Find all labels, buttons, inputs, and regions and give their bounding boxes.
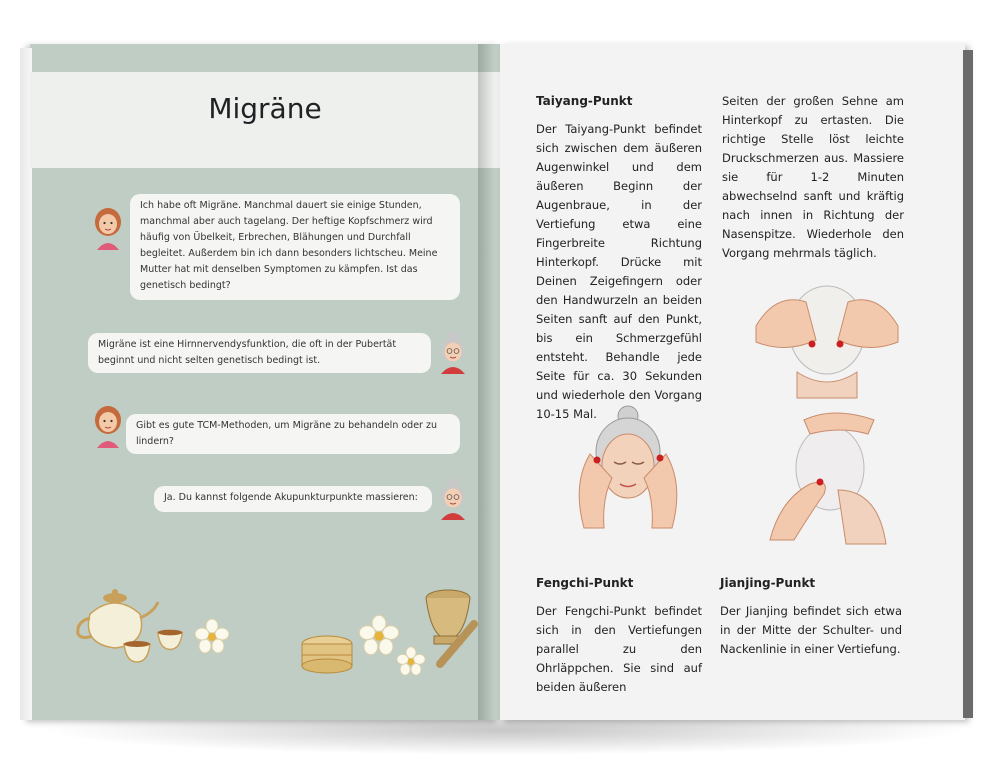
taiyang-text: Der Taiyang-Punkt befindet sich zwischen dem äußeren Augenwinkel und dem äußeren Beginn der Augenbraue, in der Vertiefung etwa eine Fingerbreite Richtung Hinterkopf. Drücke mit Deinen Zeigefingern oder den Handwurzeln an beiden Seiten sanft auf den Punkt, bis ein Schmerzgefühl entsteht. Behandle jede Seite für ca. 30 Sekunden und wiederhole den Vorgang 10-15 Mal. bbox=[536, 122, 702, 421]
girl-avatar-icon bbox=[90, 404, 126, 448]
jianjing-massage-illustration bbox=[768, 410, 888, 544]
fengchi-continued-text: Seiten der großen Sehne am Hinterkopf zu ertasten. Die richtige Stelle löst leichte Druckschmerzen aus. Massiere sie für 1-2 Minuten abwechselnd sanft und kräftig nach innen in Richtung der Nasenspitze. Wiederhole den Vorgang mehrmals täglich. bbox=[722, 94, 904, 260]
acupoint-marker bbox=[817, 479, 824, 486]
fengchi-massage-illustration bbox=[752, 280, 902, 398]
bamboo-steamer-icon bbox=[300, 634, 354, 674]
chat-bubble-grandmother: Ja. Du kannst folgende Akupunkturpunkte massieren: bbox=[154, 486, 432, 512]
mortar-pestle-icon bbox=[420, 588, 484, 672]
girl-avatar-icon bbox=[90, 206, 126, 250]
fengchi-text: Der Fengchi-Punkt befindet sich in den Vertiefungen parallel zu den Ohrläppchen. Sie sind auf beiden äußeren bbox=[536, 604, 702, 694]
flower-icon bbox=[194, 618, 230, 654]
right-page bbox=[500, 44, 965, 720]
taiyang-massage-illustration bbox=[570, 404, 700, 536]
left-page bbox=[30, 44, 500, 720]
acupoint-marker bbox=[657, 455, 664, 462]
flower-icon bbox=[358, 614, 400, 656]
grandmother-avatar-icon bbox=[435, 330, 471, 374]
grandmother-avatar-icon bbox=[435, 476, 471, 520]
jianjing-heading: Jianjing-Punkt bbox=[720, 576, 816, 590]
acupoint-marker bbox=[837, 341, 844, 348]
jianjing-text: Der Jianjing befindet sich etwa in der Mitte der Schulter- und Nackenlinie in einer Vertiefung. bbox=[720, 604, 902, 656]
fengchi-heading: Fengchi-Punkt bbox=[536, 576, 634, 590]
teacup-icon bbox=[156, 628, 186, 652]
page-stack-edge bbox=[963, 50, 973, 718]
acupoint-marker bbox=[594, 457, 601, 464]
acupoint-marker bbox=[809, 341, 816, 348]
page-title: Migräne bbox=[208, 92, 322, 125]
taiyang-heading: Taiyang-Punkt bbox=[536, 94, 633, 108]
chat-bubble-grandmother: Migräne ist eine Hirnnervendysfunktion, die oft in der Pubertät beginnt und nicht selten genetisch bedingt ist. bbox=[88, 333, 431, 373]
chat-bubble-girl: Ich habe oft Migräne. Manchmal dauert sie einige Stunden, manchmal aber auch tagelang. Der heftige Kopfschmerz wird häufig von Übelkeit, Erbrechen, Blähungen und Durchfall begleitet. Außerdem bin ich dann besonders lichtscheu. Meine Mutter hat mit denselben Symptomen zu kämpfen. Ist das genetisch bedingt? bbox=[130, 194, 460, 300]
teacup-icon bbox=[122, 640, 154, 664]
chat-bubble-girl: Gibt es gute TCM-Methoden, um Migräne zu behandeln oder zu lindern? bbox=[126, 414, 460, 454]
